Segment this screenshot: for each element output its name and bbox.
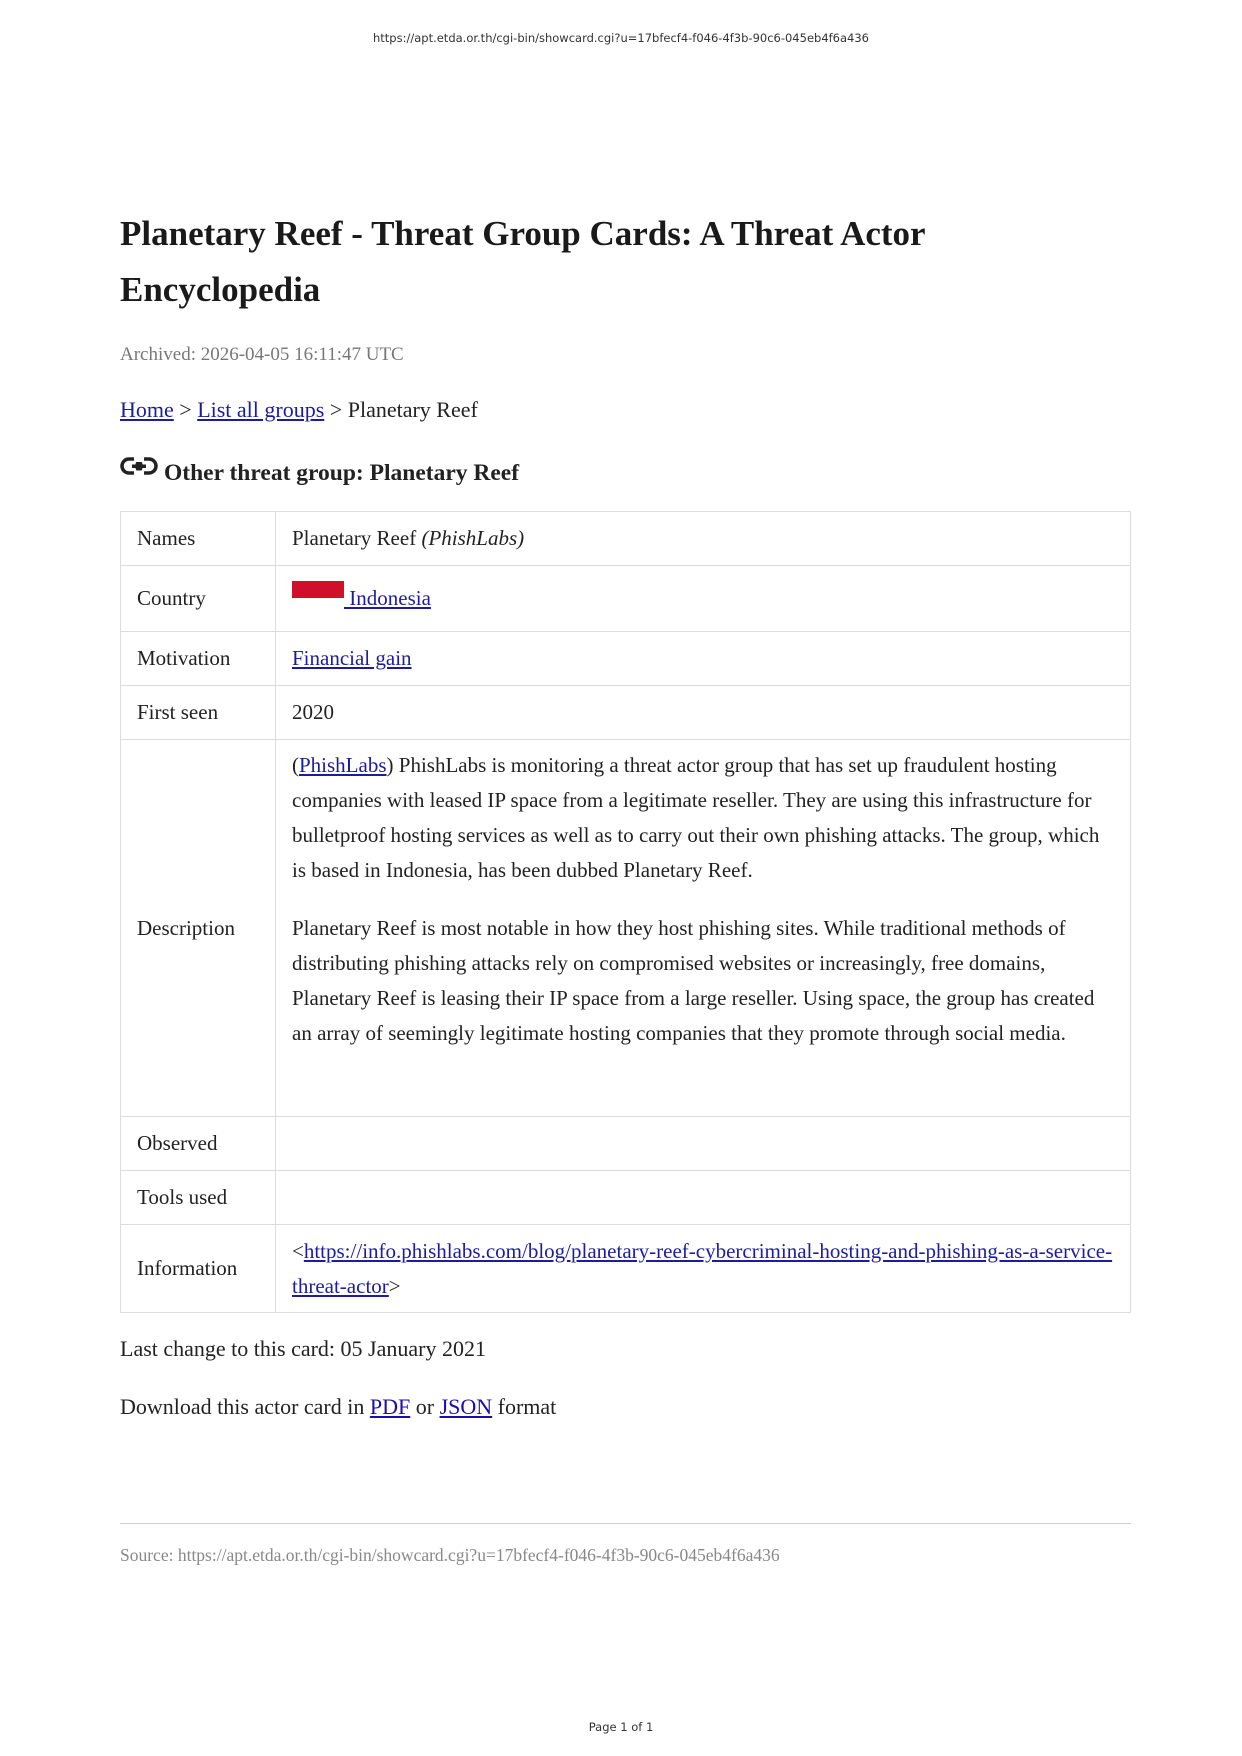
country-link-label: Indonesia [344,586,431,610]
breadcrumb [120,396,1130,424]
page-number: Page 1 of 1 [588,1720,654,1734]
description-paragraph: Planetary Reef is most notable in how they host phishing sites. While traditional methods of distributing phishing attacks rely on compromised websites or increasingly, free domains, Planetary Reef is leasing their IP space from a large reseller. Using space, the group has created an array of seemingly legitimate hosting companies that they promote through social media. [292,916,1095,1045]
first-seen-value: 2020 [276,686,1131,740]
breadcrumb-list-groups-link[interactable]: List all groups [197,397,325,422]
description-paren: ( [292,753,299,777]
download-line [120,1393,1130,1421]
table-row [121,1171,1131,1225]
download-suffix: format [492,1394,557,1419]
threat-card-table [120,511,1131,1313]
tools-used-label: Tools used [121,1171,276,1225]
names-label: Names [121,512,276,566]
motivation-label: Motivation [121,632,276,686]
download-or: or [410,1394,440,1419]
description-value [276,740,1131,1117]
table-row [121,740,1131,1117]
names-primary: Planetary Reef [292,526,422,550]
archived-timestamp: Archived: 2026-04-05 16:11:47 UTC [120,344,404,365]
observed-label: Observed [121,1117,276,1171]
breadcrumb-separator: > [173,397,198,422]
last-change-text: Last change to this card: 05 January 2021 [120,1336,486,1361]
download-pdf-link[interactable]: PDF [369,1394,411,1419]
source-url: Source: https://apt.etda.or.th/cgi-bin/showcard.cgi?u=17bfecf4-f046-4f3b-90c6-045eb4f6a436 [120,1545,780,1565]
download-json-link[interactable]: JSON [439,1394,493,1419]
names-value [276,512,1131,566]
observed-value [276,1117,1131,1171]
information-open: < [292,1238,304,1263]
indonesia-flag-icon [292,581,344,616]
table-row [121,632,1131,686]
divider [120,1523,1131,1524]
country-value [276,566,1131,632]
section-title: Other threat group: Planetary Reef [164,460,520,486]
table-row [121,686,1131,740]
link-icon [120,455,158,479]
page-title-line1: Planetary Reef - Threat Group Cards: A Threat Actor [120,214,926,253]
section-heading [120,460,1130,487]
country-label: Country [121,566,276,632]
header-url: https://apt.etda.or.th/cgi-bin/showcard.cgi?u=17bfecf4-f046-4f3b-90c6-045eb4f6a436 [373,31,869,45]
table-row [121,512,1131,566]
description-paragraph [292,748,1116,888]
motivation-link[interactable]: Financial gain [292,646,412,670]
description-source-link[interactable]: PhishLabs [299,753,387,777]
information-link[interactable]: https://info.phishlabs.com/blog/planetary-reef-cybercriminal-hosting-and-phishing-as-a-service-threat-actor [292,1238,1113,1298]
breadcrumb-separator: > [324,397,348,422]
table-row [121,1225,1131,1313]
description-label: Description [121,740,276,1117]
information-label: Information [121,1225,276,1313]
first-seen-label: First seen [121,686,276,740]
download-prefix: Download this actor card in [120,1394,370,1419]
breadcrumb-current: Planetary Reef [347,397,478,422]
motivation-value [276,632,1131,686]
table-row [121,566,1131,632]
page-title-line2: Encyclopedia [120,270,321,309]
information-value [276,1225,1131,1313]
names-alias: (PhishLabs) [421,526,525,550]
description-text: ) PhishLabs is monitoring a threat actor group that has set up fraudulent hosting companies with leased IP space from a legitimate reseller. They are using this infrastructure for bulletproof hosting services as well as to carry out their own phishing attacks. The group, which is based in Indonesia, has been dubbed Planetary Reef. [292,753,1100,882]
main-content [120,206,1130,1421]
tools-used-value [276,1171,1131,1225]
page-title [120,206,1000,318]
table-row [121,1117,1131,1171]
information-close: > [388,1273,401,1298]
breadcrumb-home-link[interactable]: Home [120,397,174,422]
country-link[interactable] [292,586,431,610]
